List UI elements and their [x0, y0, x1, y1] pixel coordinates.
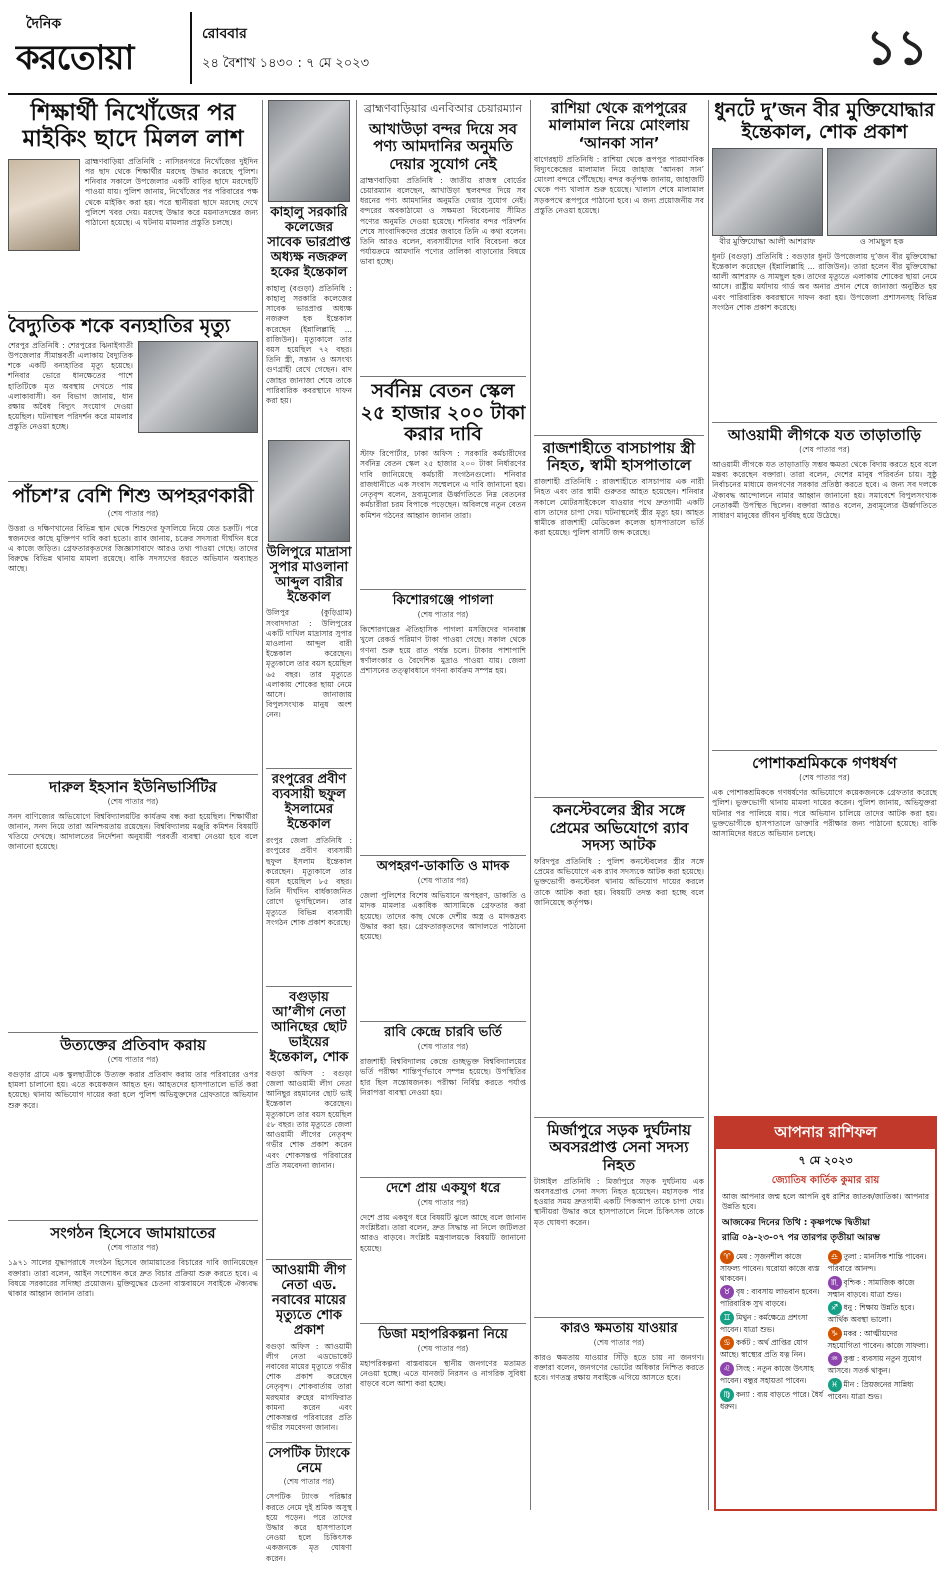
- story-body: টাঙ্গাইল প্রতিনিধি : মির্জাপুরে সড়ক দুর্ঘটনায় এক অবসরপ্রাপ্ত সেনা সদস্য নিহত হয়েছেন। মহাসড়ক পার হওয়ার সময় দ্রুতগামী একটি পিকআপ তাকে চাপা দেয়। স্থানীয়রা উদ্ধার করে হাসপাতালে নিলে চিকিৎসক তাকে মৃত ঘোষণা করেন।: [534, 1176, 704, 1227]
- horoscope-tithi: আজকের দিনের তিথি : কৃষ্ণপক্ষে দ্বিতীয়া: [722, 1218, 870, 1228]
- horoscope-astrologer: জ্যোতিষ কার্তিক কুমার রায়: [771, 1175, 880, 1186]
- story-body: কারও ক্ষমতায় যাওয়ার সিঁড়ি হতে চায় না জনগণ। বক্তারা বলেন, জনগণের ভোটের অধিকার নিশ্চিত করতে হবে। গণতন্ত্র রক্ষায় সবাইকে এগিয়ে আসতে হবে।: [534, 1352, 704, 1383]
- story-headline: সর্বনিম্ন বেতন স্কেল ২৫ হাজার ২০০ টাকা করার দাবি: [360, 376, 526, 447]
- story-body: দেশে প্রায় একযুগ ধরে বিষয়টি ঝুলে আছে বলে জানান সংশ্লিষ্টরা। তারা বলেন, দ্রুত সিদ্ধান্ত না নিলে জটিলতা আরও বাড়বে। সংশ্লিষ্ট মন্ত্রণালয়কে বিষয়টি জানানো হয়েছে।: [360, 1213, 526, 1253]
- zodiac-icon: ♎: [828, 1250, 842, 1264]
- zodiac-icon: ♈: [720, 1250, 734, 1264]
- zodiac-icon: ♊: [720, 1311, 734, 1325]
- photo-caption: ও সামছুল হক: [859, 236, 904, 246]
- column-3: [360, 100, 526, 1510]
- student-photo: [8, 159, 80, 251]
- story-headline: কারও ক্ষমতায় যাওয়ার: [534, 1317, 704, 1337]
- obituary-photo: [268, 100, 350, 202]
- story-headline: বৈদ্যুতিক শকে বন্যহাতির মৃত্যু: [8, 311, 258, 338]
- story-kicker: (শেষ পাতার পর): [417, 1343, 469, 1353]
- column-4: [534, 100, 704, 1510]
- column-divider: [262, 100, 263, 1510]
- horoscope-item: ♏ বৃশ্চিক : সামাজিক কাজে সম্মান বাড়বে। যাত্রা শুভ।: [827, 1277, 915, 1299]
- column-5: [712, 100, 937, 1110]
- zodiac-icon: ♒: [828, 1352, 842, 1366]
- story-body: রংপুর জেলা প্রতিনিধি : রংপুরের প্রবীণ ব্যবসায়ী ছফুল ইসলাম ইন্তেকাল করেছেন। মৃত্যুকালে তার বয়স হয়েছিল ৮৫ বছর। তিনি দীর্ঘদিন বার্ধক্যজনিত রোগে ভুগছিলেন। তার মৃত্যুতে বিভিন্ন ব্যবসায়ী সংগঠন শোক প্রকাশ করেছে।: [266, 836, 352, 927]
- story-headline: বগুড়ায় আ’লীগ নেতা আনিছের ছোট ভাইয়ের ইন্তেকাল, শোক: [266, 986, 352, 1066]
- story-headline: রংপুরের প্রবীণ ব্যবসায়ী ছফুল ইসলামের ইন্তেকাল: [266, 768, 352, 833]
- lead-body: ধুনট (বগুড়া) প্রতিনিধি : বগুড়ার ধুনট উপজেলায় দু’জন বীর মুক্তিযোদ্ধা ইন্তেকাল করেছেন (ইন্নালিল্লাহি ... রাজিউন)। তারা হলেন বীর মুক্তিযোদ্ধা আলী আশরাফ ও সামছুল হক। তাদের মৃত্যুতে এলাকায় শোকের ছায়া নেমে আসে। রাষ্ট্রীয় মর্যাদায় গার্ড অব অনার প্রদান শেষে জানাজা অনুষ্ঠিত হয় এবং পারিবারিক কবরস্থানে দাফন করা হয়। উপজেলা প্রশাসনসহ বিভিন্ন সংগঠন শোক প্রকাশ করেছে।: [712, 251, 937, 312]
- story-headline: উলিপুরে মাদ্রাসা সুপার মাওলানা আব্দুল বারীর ইন্তেকাল: [266, 544, 352, 605]
- horoscope-date: ৭ মে ২০২৩: [798, 1154, 853, 1167]
- zodiac-icon: ♐: [828, 1301, 842, 1315]
- horoscope-intro: আজ আপনার জন্ম হলে আপনি বুধ রাশির জাতক/জাতিকা। আপনার উন্নতি হবে।: [722, 1192, 929, 1211]
- lead-headline: ধুনটে দু’জন বীর মুক্তিযোদ্ধার ইন্তেকাল, শোক প্রকাশ: [714, 99, 935, 143]
- story-headline: শিক্ষার্থী নিখোঁজের পর মাইকিং ছাদে মিলল লাশ: [22, 100, 244, 153]
- masthead-weekday: রোববার: [202, 26, 247, 42]
- story-kicker: (শেষ পাতার পর): [107, 508, 159, 518]
- story-kicker: (শেষ পাতার পর): [417, 610, 469, 620]
- story-body: আওয়ামী লীগকে যত তাড়াতাড়ি সম্ভব ক্ষমতা থেকে বিদায় করতে হবে বলে মন্তব্য করেছেন বক্তারা। তারা বলেন, দেশের মানুষ পরিবর্তন চায়। সুষ্ঠু নির্বাচনের মাধ্যমে জনগণের সরকার প্রতিষ্ঠা করতে হবে। এ জন্য সব দলকে ঐক্যবদ্ধ আন্দোলনে নামার আহ্বান জানানো হয়। সমাবেশে বিপুলসংখ্যক নেতাকর্মী উপস্থিত ছিলেন। বক্তারা আরও বলেন, দ্রব্যমূল্যের ঊর্ধ্বগতিতে সাধারণ মানুষের জীবন দুর্বিষহ হয়ে উঠেছে।: [712, 459, 937, 520]
- story-kicker: (শেষ পাতার পর): [107, 1055, 159, 1065]
- story-headline: রাবি কেন্দ্রে চারবি ভর্তি: [360, 1021, 526, 1041]
- masthead-name: করতোয়া: [16, 38, 134, 78]
- lead-headline: আখাউড়া বন্দর দিয়ে সব পণ্য আমদানির অনুমতি দেয়ার সুযোগ নেই: [368, 120, 518, 173]
- masthead-rule: [8, 93, 937, 95]
- column-divider: [708, 100, 709, 1510]
- story-kicker: (শেষ পাতার পর): [417, 1198, 469, 1208]
- story-kicker: (শেষ পাতার পর): [417, 1042, 469, 1052]
- horoscope-right-column: [828, 1250, 932, 1413]
- horoscope-box: [714, 1116, 937, 1511]
- story-body: ব্রাহ্মণবাড়িয়া প্রতিনিধি : নাসিরনগরে নিখোঁজের দুইদিন পর ছাদ থেকে শিক্ষার্থীর মরদেহ উদ্ধার করেছে পুলিশ। শনিবার সকালে উপজেলার একটি বাড়ির ছাদে মরদেহটি পাওয়া যায়। পুলিশ জানায়, নিখোঁজের পর পরিবারের পক্ষ থেকে মাইকিং করা হয়। পরে স্থানীয়রা ছাদে মরদেহ দেখে পুলিশে খবর দেয়। মরদেহ উদ্ধার করে ময়নাতদন্তের জন্য পাঠানো হয়েছে। এ ঘটনায় মামলার প্রস্তুতি চলছে।: [85, 156, 258, 228]
- horoscope-item: ♈ মেষ : সৃজনশীল কাজে সাফল্য পাবেন। ঘরোয়া কাজে ব্যস্ত থাকবেন।: [720, 1252, 820, 1283]
- story-headline: আওয়ামী লীগকে যত তাড়াতাড়ি: [712, 422, 937, 444]
- zodiac-icon: ♌: [720, 1362, 734, 1376]
- horoscope-left-column: [720, 1250, 824, 1413]
- horoscope-item: ♑ মকর : আত্মীয়দের সহযোগিতা পাবেন। কাজে সাফল্য।: [827, 1328, 929, 1350]
- story-headline: কিশোরগঞ্জে পাগলা: [360, 589, 526, 609]
- horoscope-item: ♓ মীন : প্রিয়জনের সান্নিধ্য পাবেন। যাত্রা শুভ।: [827, 1379, 914, 1401]
- story-headline: মির্জাপুরে সড়ক দুর্ঘটনায় অবসরপ্রাপ্ত সেনা সদস্য নিহত: [534, 1117, 704, 1174]
- story-headline: কাহালু সরকারি কলেজের সাবেক ভারপ্রাপ্ত অধ্যক্ষ নজরুল হকের ইন্তেকাল: [267, 205, 351, 280]
- story-headline: কনস্টেবলের স্ত্রীর সঙ্গে প্রেমের অভিযোগে র‌্যাব সদস্য আটক: [534, 797, 704, 854]
- story-kicker: (শেষ পাতার পর): [593, 1337, 645, 1347]
- lead-kicker: ব্রাহ্মণবাড়িয়ার এনবিআর চেয়ারম্যান: [364, 102, 522, 115]
- masthead-daily: দৈনিক: [26, 16, 62, 32]
- masthead: [8, 4, 937, 92]
- story-kicker: (শেষ পাতার পর): [107, 1243, 159, 1253]
- story-headline: সেপটিক ট্যাংকে নেমে: [266, 1442, 352, 1477]
- zodiac-icon: ♉: [720, 1285, 734, 1299]
- lead-headline: রাশিয়া থেকে রূপপুরের মালামাল নিয়ে মোংলায় ‘আনকা সান’: [548, 99, 690, 152]
- zodiac-icon: ♍: [720, 1388, 734, 1402]
- horoscope-title: আপনার রাশিফল: [716, 1118, 935, 1149]
- horoscope-item: ♐ ধনু : শিক্ষায় উন্নতি হবে। আর্থিক অবস্থা ভালো।: [827, 1303, 915, 1325]
- photo-caption: বীর মুক্তিযোদ্ধা আলী আশরাফ: [719, 236, 816, 246]
- story-body: রাজশাহী প্রতিনিধি : রাজশাহীতে বাসচাপায় এক নারী নিহত এবং তার স্বামী গুরুতর আহত হয়েছেন। শনিবার সকালে মোটরসাইকেলে যাওয়ার পথে দ্রুতগামী একটি বাস তাদের চাপা দেয়। ঘটনাস্থলেই স্ত্রীর মৃত্যু হয়। আহত স্বামীকে রাজশাহী মেডিকেল কলেজ হাসপাতালে ভর্তি করা হয়েছে। পুলিশ বাসটি জব্দ করেছে।: [534, 477, 704, 538]
- story-headline: পোশাকশ্রমিককে গণধর্ষণ: [712, 750, 937, 772]
- story-body: উলিপুর (কুড়িগ্রাম) সংবাদদাতা : উলিপুরের একটি দাখিল মাদ্রাসার সুপার মাওলানা আব্দুল বারী ইন্তেকাল করেছেন। মৃত্যুকালে তার বয়স হয়েছিল ৬৫ বছর। তার মৃত্যুতে এলাকায় শোকের ছায়া নেমে আসে। জানাজায় বিপুলসংখ্যক মানুষ অংশ নেন।: [266, 608, 352, 720]
- masthead-date: ২৪ বৈশাখ ১৪৩০ : ৭ মে ২০২৩: [202, 56, 370, 71]
- story-headline: পাঁচশ’র বেশি শিশু অপহরণকারী: [8, 481, 258, 508]
- story-body: রাজশাহী বিশ্ববিদ্যালয় কেন্দ্রে গুচ্ছভুক্ত বিশ্ববিদ্যালয়ের ভর্তি পরীক্ষা শান্তিপূর্ণভাবে সম্পন্ন হয়েছে। উপস্থিতির হার ছিল সন্তোষজনক। পরীক্ষা নির্বিঘ্ন করতে পর্যাপ্ত নিরাপত্তা ব্যবস্থা নেওয়া হয়।: [360, 1057, 526, 1097]
- lead-body: বাগেরহাট প্রতিনিধি : রাশিয়া থেকে রূপপুর পারমাণবিক বিদ্যুৎকেন্দ্রের মালামাল নিয়ে জাহাজ ‘আনকা সান’ মোংলা বন্দরে পৌঁছেছে। বন্দর কর্তৃপক্ষ জানায়, জাহাজটি থেকে পণ্য খালাস শুরু হয়েছে। খালাস শেষে মালামাল সড়কপথে রূপপুরে পাঠানো হবে। এ জন্য প্রয়োজনীয় সব প্রস্তুতি নেওয়া হয়েছে।: [534, 154, 704, 215]
- story-body: স্টাফ রিপোর্টার, ঢাকা অফিস : সরকারি কর্মচারীদের সর্বনিম্ন বেতন স্কেল ২৫ হাজার ২০০ টাকা নির্ধারণের দাবি জানিয়েছে কর্মচারী সংগঠনগুলো। শনিবার রাজধানীতে এক সংবাদ সম্মেলনে এ দাবি জানানো হয়। নেতৃবৃন্দ বলেন, দ্রব্যমূল্যের ঊর্ধ্বগতিতে নিম্ন বেতনের কর্মচারীরা চরম বিপাকে পড়েছেন। অবিলম্বে নতুন বেতন কমিশন গঠনের আহ্বান জানান তারা।: [360, 449, 526, 520]
- freedom-fighter-photo: [827, 148, 938, 236]
- column-divider: [530, 100, 531, 1510]
- story-body: বগুড়ার গ্রামে এক স্কুলছাত্রীকে উত্যক্ত করার প্রতিবাদ করায় তার পরিবারের ওপর হামলা চালানো হয়। এতে কয়েকজন আহত হন। আহতদের হাসপাতালে ভর্তি করা হয়েছে। থানায় অভিযোগ দায়ের করা হলে পুলিশ অভিযুক্তদের গ্রেফতারে অভিযান শুরু করে।: [8, 1070, 258, 1110]
- story-body: ফরিদপুর প্রতিনিধি : পুলিশ কনস্টেবলের স্ত্রীর সঙ্গে প্রেমের অভিযোগে এক র‌্যাব সদস্যকে আটক করা হয়েছে। ভুক্তভোগী কনস্টেবল থানায় অভিযোগ দায়ের করলে তাকে আটক করা হয়। বিষয়টি তদন্ত করা হচ্ছে বলে জানিয়েছে কর্তৃপক্ষ।: [534, 857, 704, 907]
- story-body: বগুড়া অফিস : বগুড়া জেলা আওয়ামী লীগ নেতা আনিছুর রহমানের ছোট ভাই ইন্তেকাল করেছেন। মৃত্যুকালে তার বয়স হয়েছিল ৫৮ বছর। তার মৃত্যুতে জেলা আওয়ামী লীগের নেতৃবৃন্দ গভীর শোক প্রকাশ করেন এবং শোকসন্তপ্ত পরিবারের প্রতি সমবেদনা জানান।: [266, 1068, 352, 1170]
- zodiac-icon: ♏: [828, 1276, 842, 1290]
- horoscope-item: ♊ মিথুন : কর্মক্ষেত্রে প্রশংসা পাবেন। যাত্রা শুভ।: [720, 1312, 808, 1334]
- story-body: কিশোরগঞ্জের ঐতিহাসিক পাগলা মসজিদের দানবাক্স খুলে রেকর্ড পরিমাণ টাকা পাওয়া গেছে। সকাল থেকে গণনা শুরু হয়ে রাত পর্যন্ত চলে। টাকার পাশাপাশি স্বর্ণালংকার ও বৈদেশিক মুদ্রাও পাওয়া যায়। জেলা প্রশাসনের তত্ত্বাবধানে গণনা কার্যক্রম সম্পন্ন হয়।: [360, 625, 526, 676]
- story-body: এক পোশাকশ্রমিককে গণধর্ষণের অভিযোগে কয়েকজনকে গ্রেফতার করেছে পুলিশ। ভুক্তভোগী থানায় মামলা দায়ের করেন। পুলিশ জানায়, অভিযুক্তরা ঘটনার পর পালিয়ে যায়। পরে অভিযান চালিয়ে তাদের আটক করা হয়। ভুক্তভোগীকে হাসপাতালে ডাক্তারি পরীক্ষার জন্য পাঠানো হয়েছে। বাকি আসামিদের ধরতে অভিযান চলছে।: [712, 788, 937, 838]
- horoscope-item: ♉ বৃষ : ব্যবসায় লাভবান হবেন। পারিবারিক সুখ বাড়বে।: [720, 1287, 820, 1309]
- lead-body: ব্রাহ্মণবাড়িয়া প্রতিনিধি : জাতীয় রাজস্ব বোর্ডের চেয়ারম্যান বলেছেন, আখাউড়া স্থলবন্দর দিয়ে সব ধরনের পণ্য আমদানির অনুমতি দেয়ার সুযোগ নেই। বন্দরের অবকাঠামো ও সক্ষমতা বিবেচনায় সীমিত পণ্যের অনুমতি দেওয়া হয়েছে। শনিবার বন্দর পরিদর্শন শেষে সাংবাদিকদের প্রশ্নের জবাবে তিনি এ কথা বলেন। তিনি আরও বলেন, ব্যবসায়ীদের দাবি বিবেচনা করে পর্যায়ক্রমে আমদানি পণ্যের তালিকা বাড়ানোর বিষয়ে ভাবা হচ্ছে।: [360, 175, 526, 267]
- story-headline: রাজশাহীতে বাসচাপায় স্ত্রী নিহত, স্বামী হাসপাতালে: [534, 435, 704, 475]
- story-headline: উত্যক্তের প্রতিবাদ করায়: [8, 1032, 258, 1054]
- obituary-photo: [268, 440, 350, 542]
- story-kicker: (শেষ পাতার পর): [107, 796, 159, 806]
- story-body: উত্তরা ও দক্ষিণখানের বিভিন্ন স্থান থেকে শিশুদের ফুসলিয়ে নিয়ে যেত চক্রটি। পরে স্বজনদের কাছে মুক্তিপণ দাবি করা হতো। র‌্যাব জানায়, চক্রের সদস্যরা দীর্ঘদিন ধরে এ কাজে জড়িত। গ্রেফতারকৃতদের জিজ্ঞাসাবাদে আরও তথ্য পাওয়া গেছে। তাদের বিরুদ্ধে বিভিন্ন থানায় মামলা রয়েছে। বাকি সদস্যদের ধরতে অভিযান অব্যাহত আছে।: [8, 523, 258, 574]
- column-divider: [356, 100, 357, 1510]
- story-body: মহাপরিকল্পনা বাস্তবায়নে স্থানীয় জনগণের মতামত নেওয়া হচ্ছে। এতে যানজট নিরসন ও নাগরিক সুবিধা বাড়বে বলে আশা করা হচ্ছে।: [360, 1358, 526, 1389]
- horoscope-item: ♌ সিংহ : নতুন কাজে উৎসাহ পাবেন। বন্ধুর সহায়তা পাবেন।: [720, 1363, 814, 1385]
- page-number: ১১: [865, 20, 928, 76]
- elephant-photo: [138, 341, 258, 433]
- story-kicker: (শেষ পাতার পর): [283, 1477, 335, 1487]
- horoscope-item: ♋ কর্কট : অর্থ প্রাপ্তির যোগ আছে। স্বাস্থ্যের প্রতি যত্ন নিন।: [720, 1338, 808, 1360]
- story-kicker: (শেষ পাতার পর): [417, 876, 469, 886]
- zodiac-icon: ♓: [828, 1378, 842, 1392]
- horoscope-item: ♒ কুম্ভ : ব্যবসায় নতুন সুযোগ আসবে। সতর্ক থাকুন।: [827, 1354, 922, 1376]
- story-kicker: (শেষ পাতার পর): [799, 444, 850, 454]
- story-body: সনদ বাণিজ্যের অভিযোগে বিশ্ববিদ্যালয়টির কার্যক্রম বন্ধ করা হয়েছিল। শিক্ষার্থীরা জানান, সনদ নিয়ে তারা অনিশ্চয়তায় রয়েছেন। বিশ্ববিদ্যালয় মঞ্জুরি কমিশন বিষয়টি খতিয়ে দেখছে। আদালতের নির্দেশনা অনুযায়ী পরবর্তী ব্যবস্থা নেওয়া হবে বলে জানানো হয়েছে।: [8, 811, 258, 852]
- story-body: শেরপুর প্রতিনিধি : শেরপুরের ঝিনাইগাতী উপজেলার সীমান্তবর্তী এলাকায় বৈদ্যুতিক শকে একটি বন্যহাতির মৃত্যু হয়েছে। শনিবার ভোরে ধানক্ষেতের পাশে হাতিটিকে মৃত অবস্থায় দেখতে পায় এলাকাবাসী। বন বিভাগ জানায়, ধান রক্ষায় অবৈধ বিদ্যুৎ সংযোগ দেওয়া হয়েছিল। ঘটনাস্থল পরিদর্শন করে মামলার প্রস্তুতি নেওয়া হচ্ছে।: [8, 340, 133, 432]
- zodiac-icon: ♋: [720, 1336, 734, 1350]
- horoscope-tithi-time: রাত্রি ০৯-২৩-০৭ পর তারপর তৃতীয়া আরম্ভ: [722, 1233, 880, 1243]
- story-body: সেপটিক ট্যাংক পরিষ্কার করতে নেমে দুই শ্রমিক অসুস্থ হয়ে পড়েন। পরে তাদের উদ্ধার করে হাসপাতালে নেওয়া হলে চিকিৎসক একজনকে মৃত ঘোষণা করেন।: [266, 1492, 352, 1563]
- story-headline: দেশে প্রায় একযুগ ধরে: [360, 1177, 526, 1197]
- masthead-divider: [190, 12, 192, 84]
- horoscope-item: ♎ তুলা : মানসিক শান্তি পাবেন। পরিবারে আনন্দ।: [827, 1252, 927, 1273]
- zodiac-icon: ♑: [828, 1327, 842, 1341]
- story-kicker: (শেষ পাতার পর): [799, 773, 850, 783]
- freedom-fighter-photo: [712, 148, 823, 236]
- horoscope-grid: [716, 1248, 935, 1415]
- story-body: জেলা পুলিশের বিশেষ অভিযানে অপহরণ, ডাকাতি ও মাদক মামলার একাধিক আসামিকে গ্রেফতার করা হয়েছে। তাদের কাছ থেকে দেশীয় অস্ত্র ও মাদকদ্রব্য উদ্ধার করা হয়। গ্রেফতারকৃতদের আদালতে পাঠানো হয়েছে।: [360, 891, 526, 941]
- story-headline: দারুল ইহসান ইউনিভার্সিটির: [8, 774, 258, 796]
- story-body: বগুড়া অফিস : আওয়ামী লীগ নেতা এডভোকেট নবাবের মায়ের মৃত্যুতে গভীর শোক প্রকাশ করেছেন নেতৃবৃন্দ। শোকবার্তায় তারা মরহুমার রুহের মাগফিরাত কামনা করেন এবং শোকসন্তপ্ত পরিবারের প্রতি গভীর সমবেদনা জানান।: [266, 1341, 352, 1433]
- story-headline: ডিজা মহাপরিকল্পনা নিয়ে: [360, 1323, 526, 1343]
- story-headline: অপহরণ-ডাকাতি ও মাদক: [360, 855, 526, 875]
- story-headline: আওয়ামী লীগ নেতা এড. নবাবের মায়ের মৃত্যুতে শোক প্রকাশ: [266, 1259, 352, 1339]
- column-2: [266, 100, 352, 1563]
- horoscope-item: ♍ কন্যা : ব্যয় বাড়তে পারে। ধৈর্য ধরুন।: [720, 1389, 823, 1411]
- story-headline: সংগঠন হিসেবে জামায়াতের: [8, 1220, 258, 1242]
- story-body: কাহালু (বগুড়া) প্রতিনিধি : কাহালু সরকারি কলেজের সাবেক ভারপ্রাপ্ত অধ্যক্ষ নজরুল হক ইন্তেকাল করেছেন (ইন্নালিল্লাহি ... রাজিউন)। মৃত্যুকালে তার বয়স হয়েছিল ৭২ বছর। তিনি স্ত্রী, সন্তান ও অসংখ্য গুণগ্রাহী রেখে গেছেন। বাদ জোহর জানাজা শেষে তাকে পারিবারিক কবরস্থানে দাফন করা হয়।: [266, 283, 352, 405]
- story-body: ১৯৭১ সালের যুদ্ধাপরাধে সংগঠন হিসেবে জামায়াতের বিচারের দাবি জানিয়েছেন বক্তারা। তারা বলেন, আইন সংশোধন করে দ্রুত বিচার প্রক্রিয়া শুরু করতে হবে। এ বিষয়ে সরকারের সদিচ্ছা প্রয়োজন। মুক্তিযুদ্ধের চেতনা বাস্তবায়নে সবাইকে ঐক্যবদ্ধ থাকার আহ্বান জানান তারা।: [8, 1258, 258, 1298]
- column-1: [8, 100, 258, 1510]
